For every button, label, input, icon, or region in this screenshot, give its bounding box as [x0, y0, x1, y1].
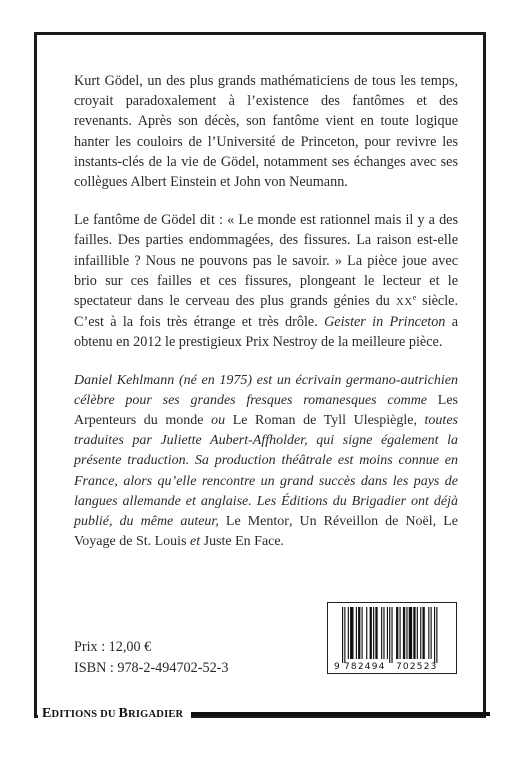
barcode-digit-lead: 9 [334, 662, 340, 672]
century-numeral: XX [395, 296, 413, 309]
barcode-bar [350, 607, 353, 659]
price-block [74, 637, 228, 679]
book-title: Le Mentor [225, 514, 289, 530]
barcode-bar [400, 607, 401, 659]
blurb-text: siècle. C’est à la fois très étrange et très drôle. [74, 293, 459, 331]
barcode-bar [436, 607, 437, 663]
century-superscript: e [412, 293, 417, 303]
barcode-bar [342, 607, 343, 663]
publisher-bar [0, 703, 525, 727]
bio-text: , [288, 514, 300, 530]
barcode-bar [370, 607, 372, 659]
book-title: Le Voyage de St. Louis [74, 514, 458, 550]
isbn-label: ISBN : 978-2-494702-52-3 [74, 660, 229, 676]
bio-text: , toutes traduites par Juliette Aubert-Affholder, qui signe également la présente traduction. Sa production théâtrale est moins connue en France, alors qu’elle rencontre un grand succès dans les pays de langues allemande et anglaise. Les Éditions du Brigadier ont déjà publié, du même auteur, [74, 413, 458, 530]
publisher-initial: E [42, 706, 52, 721]
barcode-bar [428, 607, 429, 659]
bio-text: ou [203, 413, 233, 429]
barcode-bar [375, 607, 377, 659]
barcode-digits-left: 782494 [344, 662, 386, 672]
barcode-bar [417, 607, 418, 659]
book-title: Le Roman de Tyll Ulespiègle [232, 413, 414, 429]
book-title: Juste En Face [203, 534, 281, 550]
barcode-bar [409, 607, 412, 659]
barcode-bar [381, 607, 382, 659]
barcode-bar [403, 607, 405, 659]
play-title: Geister in Princeton [324, 314, 446, 331]
barcode-bar [356, 607, 357, 659]
barcode-bar [420, 607, 421, 659]
barcode-bar [406, 607, 407, 659]
publisher-smallcaps: RIGADIER [128, 709, 184, 720]
publisher-name [38, 703, 191, 726]
back-cover-text [74, 71, 458, 552]
bio-text: Daniel Kehlmann (né en 1975) est un écrivain germano-autrichien célèbre pour ses grandes fresques romanesques comme [74, 372, 458, 408]
blurb-paragraph-2 [74, 210, 458, 352]
barcode-bar [366, 607, 367, 659]
barcode-bar [423, 607, 425, 659]
barcode-bar [344, 607, 345, 663]
barcode-bar [373, 607, 374, 659]
barcode-digits-right: 702523 [396, 662, 438, 672]
price-label: Prix : 12,00 € [74, 639, 152, 655]
isbn-barcode [327, 602, 457, 674]
barcode-bar [358, 607, 360, 659]
barcode-bar [396, 607, 398, 659]
blurb-paragraph-1: Kurt Gödel, un des plus grands mathématiciens de tous les temps, croyait paradoxalement à l’existence des fantômes et des revenants. Après son décès, son fantôme vient en toute logique hanter les couloirs de l’Université de Princeton, pour revivre les instants-clés de la vie de Gödel, notamment ses échanges avec ses collègues Albert Einstein et John von Neumann. [74, 73, 458, 191]
book-title: Un Réveillon de Noël [299, 514, 433, 530]
author-bio [74, 371, 458, 553]
publisher-initial: B [118, 706, 129, 721]
barcode-bar [389, 607, 390, 663]
barcode-bar [348, 607, 349, 659]
barcode-bar [431, 607, 432, 659]
blurb-text: Le fantôme de Gödel dit : « Le monde est rationnel mais il y a des failles. Des parties endommagées, des fissures. La raison est-elle infaillible ? Nous ne pouvons pas le savoir. » La pièce joue avec brio sur ces failles et ces fissures, plongeant le lecteur et le spectateur dans le cerveau des plus grands génies du [74, 212, 458, 310]
book-title: Les Arpenteurs du monde [74, 392, 458, 429]
barcode-bar [391, 607, 392, 663]
blurb-text: a obtenu en 2012 le prestigieux Prix Nestroy de la meilleure pièce. [74, 314, 458, 351]
bio-text: , [432, 514, 444, 530]
barcode-bar [383, 607, 384, 659]
barcode-graphic [328, 603, 456, 673]
publisher-smallcaps: DU [97, 709, 119, 720]
publisher-smallcaps: DITIONS [51, 709, 98, 720]
barcode-bar [387, 607, 388, 659]
bio-text: et [186, 534, 204, 550]
bio-text: . [280, 534, 285, 550]
barcode-bar [362, 607, 363, 659]
barcode-bar [434, 607, 435, 663]
barcode-bar [413, 607, 415, 659]
